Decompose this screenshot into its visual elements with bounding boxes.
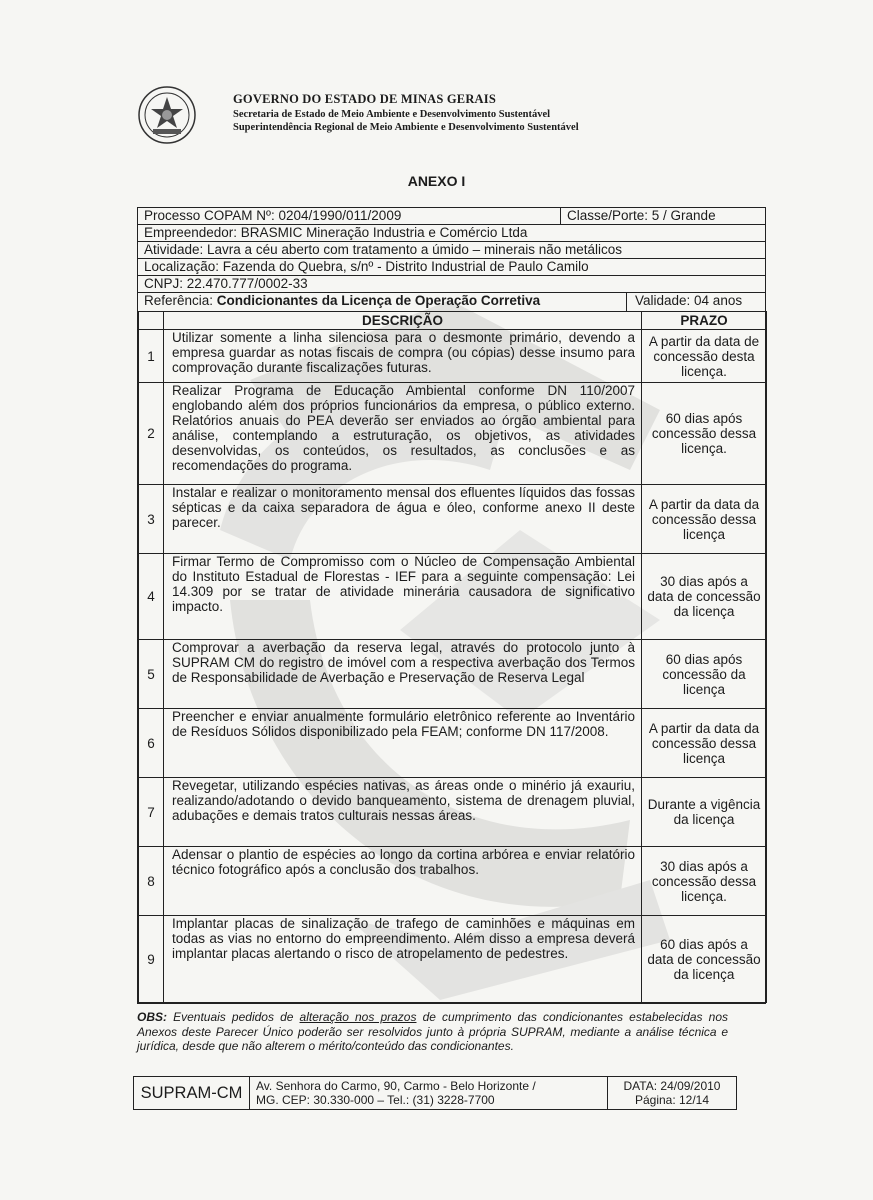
row-deadline: 30 dias após a data de concessão da licença — [642, 554, 767, 640]
obs-text-after: de cumprimento das condicionantes estabelecidas nos Anexos deste Parecer Único poderão ser resolvidos junto à própria SUPRAM, mediante a análise técnica e jurídica, desde que não alterem o mérito/conteúdo das condicionantes. — [137, 1010, 728, 1053]
referencia-row — [138, 293, 765, 311]
table-row — [139, 778, 767, 847]
prazo-header: PRAZO — [642, 312, 767, 330]
row-description: Utilizar somente a linha silenciosa para o desmonte primário, devendo a empresa guardar as notas fiscais de compra (ou cópias) desse insumo para comprovação durante fiscalizações futuras. — [164, 330, 642, 383]
footer-org: SUPRAM-CM — [134, 1077, 250, 1109]
referencia-label: Referência: — [144, 293, 217, 308]
observation-note — [137, 1010, 728, 1054]
row-number: 5 — [139, 640, 164, 709]
atividade-field: Atividade: Lavra a céu aberto com tratamento a úmido – minerais não metálicos — [138, 242, 765, 259]
row-number: 9 — [139, 916, 164, 1003]
classe-field: Classe/Porte: 5 / Grande — [567, 208, 716, 223]
table-row — [139, 640, 767, 709]
row-number: 1 — [139, 330, 164, 383]
conditions-header-row — [139, 312, 767, 330]
row-number: 2 — [139, 383, 164, 485]
footer-page-number: Página: 12/14 — [634, 1093, 710, 1107]
header-government: GOVERNO DO ESTADO DE MINAS GERAIS — [233, 92, 497, 106]
footer-address — [250, 1077, 608, 1109]
row-number: 8 — [139, 847, 164, 916]
row-description: Revegetar, utilizando espécies nativas, as áreas onde o minério já exauriu, realizando/adotando o devido banqueamento, sistema de drenagem pluvial, adubações e demais tratos culturais nessas áreas. — [164, 778, 642, 847]
table-row — [139, 554, 767, 640]
obs-underlined: alteração nos prazos — [299, 1010, 417, 1024]
row-deadline: Durante a vigência da licença — [642, 778, 767, 847]
row-deadline: A partir da data de concessão desta licença. — [642, 330, 767, 383]
localizacao-field: Localização: Fazenda do Quebra, s/nº - Distrito Industrial de Paulo Camilo — [138, 259, 765, 276]
row-description: Preencher e enviar anualmente formulário eletrônico referente ao Inventário de Resíduos Sólidos disponibilizado pela FEAM; conforme DN 117/2008. — [164, 709, 642, 778]
footer-address-line2: MG. CEP: 30.330-000 – Tel.: (31) 3228-7700 — [256, 1093, 495, 1107]
row-number: 6 — [139, 709, 164, 778]
header-secretariat: Secretaria de Estado de Meio Ambiente e Desenvolvimento Sustentável — [233, 109, 551, 120]
desc-header: DESCRIÇÃO — [164, 312, 642, 330]
cnpj-field: CNPJ: 22.470.777/0002-33 — [138, 276, 765, 293]
table-row — [139, 916, 767, 1003]
process-info-table — [137, 207, 766, 1004]
annex-title: ANEXO I — [407, 173, 466, 189]
validade-field: Validade: 04 anos — [626, 293, 765, 311]
row-description: Instalar e realizar o monitoramento mensal dos efluentes líquidos das fossas sépticas e da caixa separadora de água e óleo, conforme anexo II deste parecer. — [164, 485, 642, 554]
row-deadline: A partir da data da concessão dessa licença — [642, 709, 767, 778]
obs-text-before: Eventuais pedidos de — [167, 1010, 300, 1024]
row-processo — [138, 208, 765, 225]
processo-field: Processo COPAM Nº: 0204/1990/011/2009 — [138, 208, 561, 224]
row-description: Adensar o plantio de espécies ao longo da cortina arbórea e enviar relatório técnico fotográfico após a conclusão dos trabalhos. — [164, 847, 642, 916]
page-header — [137, 85, 757, 149]
header-superintendence: Superintendência Regional de Meio Ambiente e Desenvolvimento Sustentável — [233, 122, 579, 133]
row-deadline: 30 dias após a concessão dessa licença. — [642, 847, 767, 916]
page-footer — [133, 1076, 737, 1110]
row-description: Comprovar a averbação da reserva legal, através do protocolo junto à SUPRAM CM do registro de imóvel com a respectiva averbação dos Termos de Responsabilidade de Averbação e Preservação de Reserva Legal — [164, 640, 642, 709]
obs-label: OBS: — [137, 1010, 167, 1024]
table-row — [139, 330, 767, 383]
row-deadline: A partir da data da concessão dessa licença — [642, 485, 767, 554]
header-text — [233, 92, 579, 133]
footer-meta — [608, 1077, 736, 1109]
row-description: Implantar placas de sinalização de trafego de caminhões e máquinas em todas as vias no entorno do empreendimento. Além disso a empresa deverá implantar placas alertando o risco de atropelamento de pedestres. — [164, 916, 642, 1003]
row-deadline: 60 dias após concessão da licença — [642, 640, 767, 709]
row-description: Firmar Termo de Compromisso com o Núcleo de Compensação Ambiental do Instituto Estadual de Florestas - IEF para a seguinte compensação: Lei 14.309 por se tratar de atividade minerária causadora de significativo impacto. — [164, 554, 642, 640]
conditions-table — [138, 311, 767, 1003]
empreendedor-field: Empreendedor: BRASMIC Mineração Industria e Comércio Ltda — [138, 225, 765, 242]
row-description: Realizar Programa de Educação Ambiental conforme DN 110/2007 englobando além dos próprios funcionários da empresa, o público externo. Relatórios anuais do PEA deverão ser enviados ao órgão ambiental para análise, contemplando a estruturação, os objetivos, as atividades desenvolvidas, os conteúdos, os resultados, as conclusões e as recomendações do programa. — [164, 383, 642, 485]
row-number: 3 — [139, 485, 164, 554]
table-row — [139, 709, 767, 778]
row-number: 7 — [139, 778, 164, 847]
row-deadline: 60 dias após concessão dessa licença. — [642, 383, 767, 485]
referencia-value: Condicionantes da Licença de Operação Corretiva — [216, 293, 541, 308]
table-row — [139, 383, 767, 485]
row-deadline: 60 dias após a data de concessão da licença — [642, 916, 767, 1003]
row-number: 4 — [139, 554, 164, 640]
footer-address-line1: Av. Senhora do Carmo, 90, Carmo - Belo Horizonte / — [256, 1079, 536, 1093]
num-header — [139, 312, 164, 330]
table-row — [139, 847, 767, 916]
coat-of-arms-seal-icon — [137, 85, 197, 145]
footer-date: DATA: 24/09/2010 — [623, 1079, 721, 1093]
table-row — [139, 485, 767, 554]
